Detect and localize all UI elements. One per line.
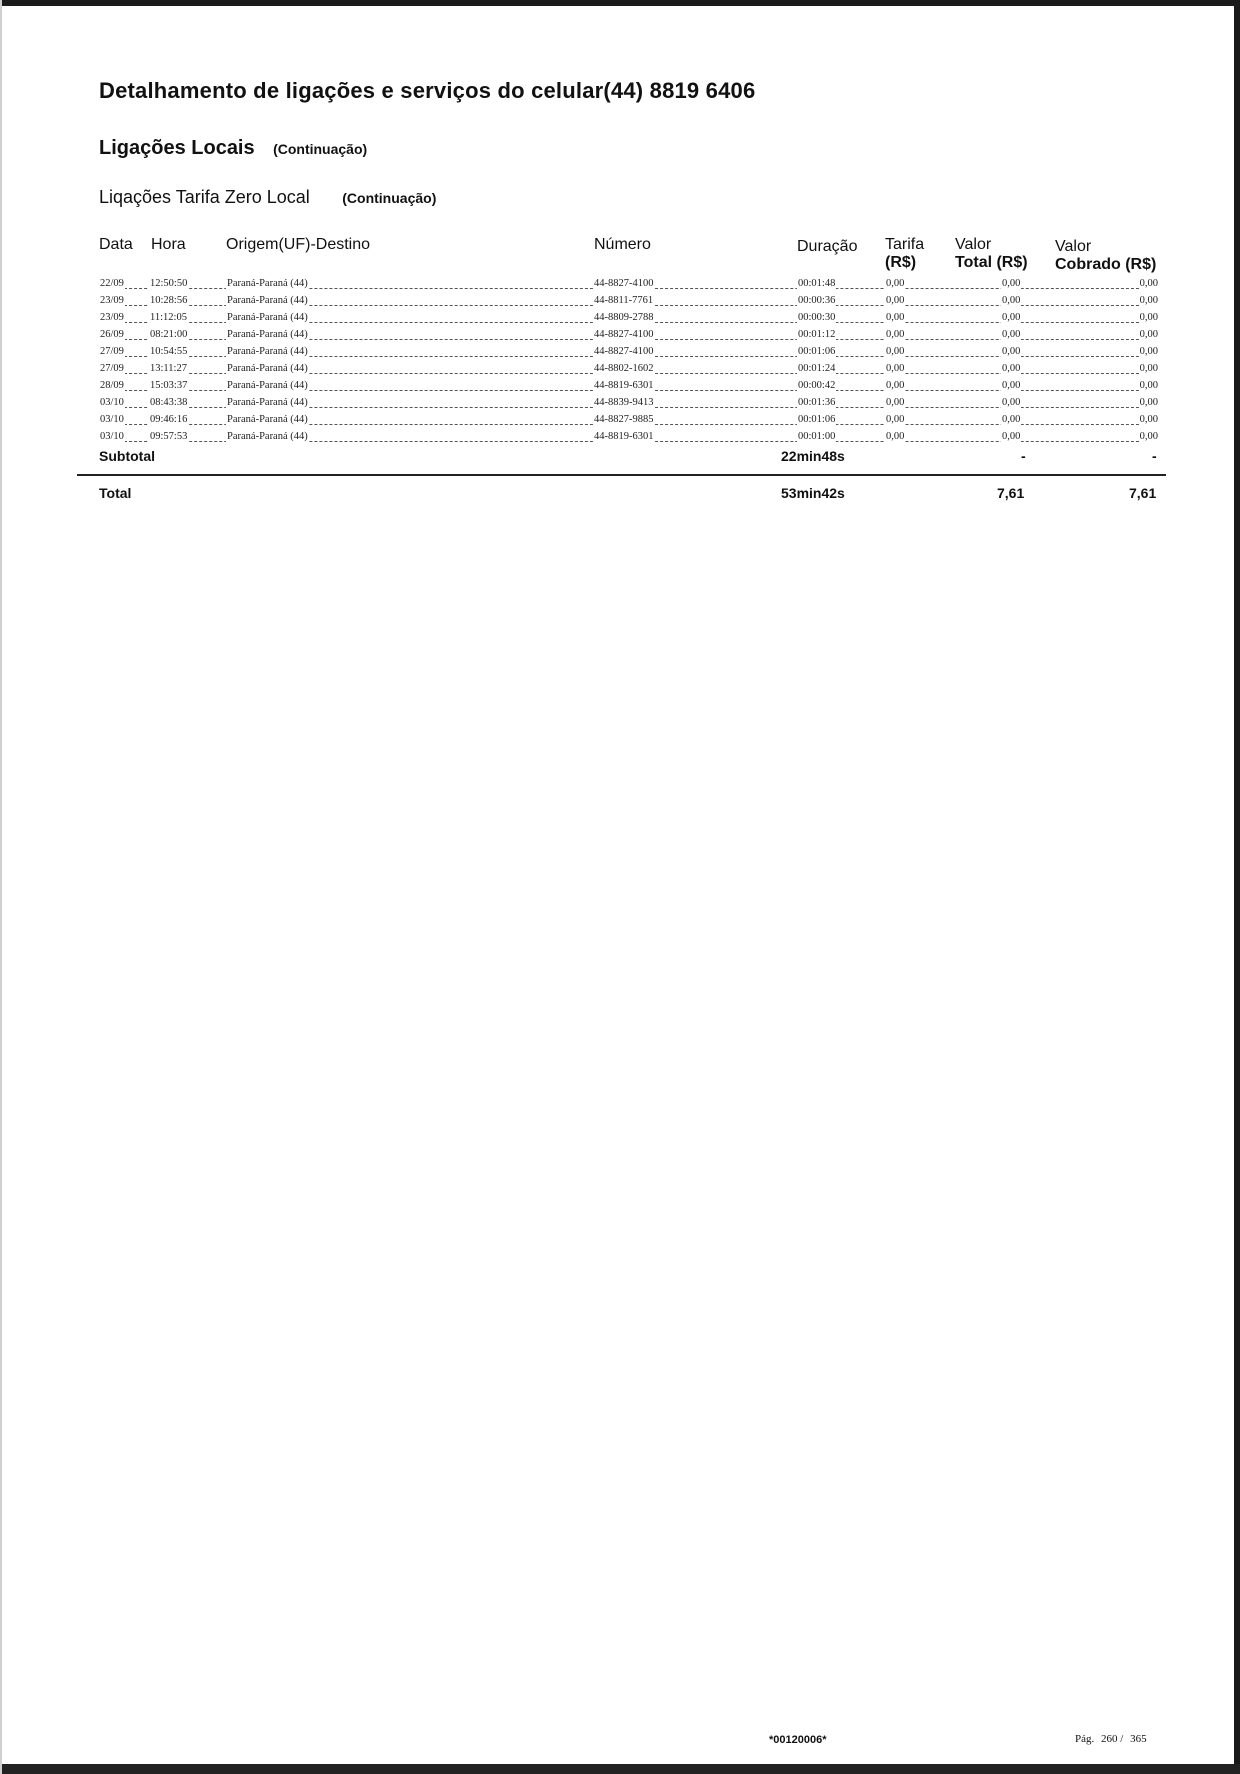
page-number	[1075, 1733, 1151, 1745]
cell-origem: Paraná-Paraná (44)	[227, 312, 308, 323]
cell-hora: 08:43:38	[150, 397, 188, 408]
page-edge-left	[0, 0, 2, 1774]
cell-tarifa: 0,00	[886, 278, 905, 289]
cell-valor-cobrado: 0,00	[1139, 312, 1158, 323]
cell-hora: 09:46:16	[150, 414, 188, 425]
col-header-valor-total	[955, 236, 1028, 272]
subsection-continuation: (Continuação)	[342, 190, 437, 206]
cell-hora: 12:50:50	[150, 278, 188, 289]
table-row	[99, 294, 1159, 311]
cell-origem: Paraná-Paraná (44)	[227, 329, 308, 340]
col-header-tarifa-line2: (R$)	[885, 254, 917, 271]
cell-data: 27/09	[100, 363, 124, 374]
col-header-tarifa-line1: Tarifa	[885, 236, 925, 253]
cell-origem: Paraná-Paraná (44)	[227, 431, 308, 442]
cell-data: 23/09	[100, 312, 124, 323]
cell-valor-total: 0,00	[1002, 380, 1021, 391]
cell-valor-cobrado: 0,00	[1139, 295, 1158, 306]
cell-duracao: 00:00:42	[798, 380, 836, 391]
total-divider	[77, 474, 1166, 476]
call-rows	[99, 277, 1159, 447]
cell-hora: 09:57:53	[150, 431, 188, 442]
table-row	[99, 379, 1159, 396]
subtotal-duracao: 22min48s	[781, 448, 845, 464]
cell-valor-total: 0,00	[1002, 431, 1021, 442]
cell-valor-cobrado: 0,00	[1139, 346, 1158, 357]
cell-data: 03/10	[100, 397, 124, 408]
cell-duracao: 00:00:30	[798, 312, 836, 323]
col-header-numero: Número	[594, 236, 651, 253]
cell-duracao: 00:01:06	[798, 414, 836, 425]
document-title: Detalhamento de ligações e serviços do celular(44) 8819 6406	[99, 78, 756, 103]
col-header-origem: Origem(UF)-Destino	[226, 236, 371, 253]
col-header-valor-cobrado-line1: Valor	[1055, 238, 1092, 255]
cell-data: 22/09	[100, 278, 124, 289]
cell-numero: 44-8827-9885	[594, 414, 654, 425]
table-row	[99, 345, 1159, 362]
page-edge-bottom	[0, 1764, 1240, 1774]
page-total: 365	[1130, 1733, 1147, 1745]
cell-origem: Paraná-Paraná (44)	[227, 397, 308, 408]
cell-tarifa: 0,00	[886, 329, 905, 340]
cell-hora: 10:28:56	[150, 295, 188, 306]
cell-numero: 44-8827-4100	[594, 346, 654, 357]
cell-duracao: 00:01:48	[798, 278, 836, 289]
cell-hora: 13:11:27	[150, 363, 187, 374]
table-row	[99, 362, 1159, 379]
cell-origem: Paraná-Paraná (44)	[227, 346, 308, 357]
subtotal-valor-total: -	[1021, 448, 1026, 464]
cell-valor-cobrado: 0,00	[1139, 431, 1158, 442]
cell-data: 26/09	[100, 329, 124, 340]
cell-valor-cobrado: 0,00	[1139, 397, 1158, 408]
page-edge-right	[1234, 0, 1240, 1774]
cell-numero: 44-8809-2788	[594, 312, 654, 323]
barcode-text: *00120006*	[769, 1734, 827, 1746]
subsection-heading	[99, 187, 436, 208]
section-continuation: (Continuação)	[273, 141, 368, 157]
col-header-valor-total-line1: Valor	[955, 236, 992, 253]
section-title: Ligações Locais	[99, 137, 255, 159]
cell-valor-cobrado: 0,00	[1139, 363, 1158, 374]
col-header-tarifa	[885, 236, 924, 272]
cell-numero: 44-8827-4100	[594, 278, 654, 289]
cell-origem: Paraná-Paraná (44)	[227, 278, 308, 289]
cell-duracao: 00:01:00	[798, 431, 836, 442]
table-row	[99, 430, 1159, 447]
cell-tarifa: 0,00	[886, 414, 905, 425]
subsection-title: Liqações Tarifa Zero Local	[99, 187, 310, 207]
cell-valor-cobrado: 0,00	[1139, 414, 1158, 425]
cell-valor-total: 0,00	[1002, 346, 1021, 357]
col-header-data: Data	[99, 236, 133, 253]
cell-valor-total: 0,00	[1002, 329, 1021, 340]
cell-hora: 08:21:00	[150, 329, 188, 340]
total-valor-total: 7,61	[997, 485, 1025, 501]
cell-valor-total: 0,00	[1002, 414, 1021, 425]
cell-hora: 11:12:05	[150, 312, 187, 323]
col-header-hora: Hora	[151, 236, 186, 253]
cell-duracao: 00:01:06	[798, 346, 836, 357]
cell-data: 27/09	[100, 346, 124, 357]
cell-valor-cobrado: 0,00	[1139, 278, 1158, 289]
cell-duracao: 00:01:24	[798, 363, 836, 374]
table-row	[99, 328, 1159, 345]
cell-origem: Paraná-Paraná (44)	[227, 295, 308, 306]
cell-tarifa: 0,00	[886, 380, 905, 391]
cell-numero: 44-8839-9413	[594, 397, 654, 408]
cell-data: 03/10	[100, 431, 124, 442]
cell-hora: 15:03:37	[150, 380, 188, 391]
page-edge-top	[0, 0, 1240, 6]
cell-numero: 44-8802-1602	[594, 363, 654, 374]
cell-valor-total: 0,00	[1002, 295, 1021, 306]
cell-tarifa: 0,00	[886, 397, 905, 408]
cell-tarifa: 0,00	[886, 295, 905, 306]
cell-valor-total: 0,00	[1002, 278, 1021, 289]
cell-valor-total: 0,00	[1002, 312, 1021, 323]
subtotal-valor-cobrado: -	[1152, 448, 1157, 464]
subtotal-label: Subtotal	[99, 448, 155, 464]
col-header-valor-cobrado	[1055, 238, 1156, 274]
cell-origem: Paraná-Paraná (44)	[227, 363, 308, 374]
total-valor-cobrado: 7,61	[1129, 485, 1157, 501]
cell-tarifa: 0,00	[886, 346, 905, 357]
col-header-valor-cobrado-line2: Cobrado (R$)	[1055, 256, 1157, 273]
cell-numero: 44-8811-7761	[594, 295, 654, 306]
cell-tarifa: 0,00	[886, 431, 905, 442]
col-header-valor-total-line2: Total (R$)	[955, 254, 1028, 271]
section-heading	[99, 137, 367, 160]
cell-valor-cobrado: 0,00	[1139, 329, 1158, 340]
cell-valor-total: 0,00	[1002, 363, 1021, 374]
cell-numero: 44-8827-4100	[594, 329, 654, 340]
cell-duracao: 00:01:12	[798, 329, 836, 340]
cell-numero: 44-8819-6301	[594, 380, 654, 391]
cell-tarifa: 0,00	[886, 312, 905, 323]
cell-origem: Paraná-Paraná (44)	[227, 414, 308, 425]
cell-origem: Paraná-Paraná (44)	[227, 380, 308, 391]
page-label: Pág.	[1075, 1733, 1095, 1745]
table-row	[99, 396, 1159, 413]
cell-hora: 10:54:55	[150, 346, 188, 357]
cell-duracao: 00:01:36	[798, 397, 836, 408]
table-row	[99, 413, 1159, 430]
cell-numero: 44-8819-6301	[594, 431, 654, 442]
table-row	[99, 311, 1159, 328]
cell-duracao: 00:00:36	[798, 295, 836, 306]
page-current: 260 /	[1101, 1733, 1124, 1745]
col-header-duracao: Duração	[797, 238, 858, 255]
cell-data: 23/09	[100, 295, 124, 306]
cell-valor-total: 0,00	[1002, 397, 1021, 408]
cell-valor-cobrado: 0,00	[1139, 380, 1158, 391]
cell-data: 28/09	[100, 380, 124, 391]
cell-data: 03/10	[100, 414, 124, 425]
cell-tarifa: 0,00	[886, 363, 905, 374]
total-duracao: 53min42s	[781, 485, 845, 501]
total-label: Total	[99, 485, 132, 501]
table-row	[99, 277, 1159, 294]
